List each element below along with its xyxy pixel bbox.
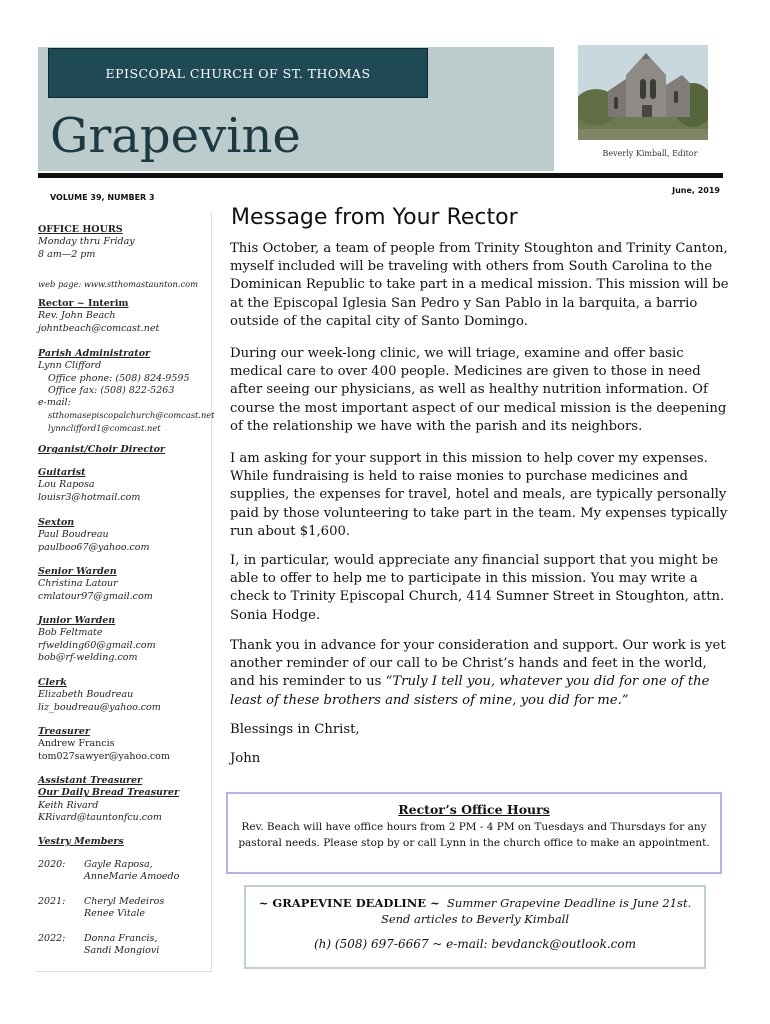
office-hours-block (38, 224, 210, 261)
senior-warden-heading: Senior Warden (38, 566, 117, 577)
header-divider (38, 173, 723, 178)
rector-email: johntbeach@comcast.net (38, 322, 160, 334)
article-paragraph: I, in particular, would appreciate any financial support that you might be able to offer to help me to participate in this mission. You may write a check to Trinity Episcopal Church, 414 Sumner Street in Stoughton, attn. Sonia Hodge. (230, 553, 725, 623)
sidebar-directory (36, 212, 215, 972)
office-phone: Office phone: (508) 824-9595 (48, 372, 190, 384)
web-page: web page: www.stthomastaunton.com (38, 279, 198, 289)
treasurer-block (38, 726, 210, 763)
rector-block (38, 298, 210, 335)
office-fax: Office fax: (508) 822-5263 (48, 384, 175, 396)
newsletter-title: Grapevine (50, 108, 301, 164)
organist-block (38, 444, 210, 456)
church-building-illustration (578, 45, 708, 140)
article-title: Message from Your Rector (231, 205, 518, 230)
deadline-box (244, 885, 706, 969)
guitarist-email: louisr3@hotmail.com (38, 491, 141, 503)
office-hours-box (226, 792, 722, 874)
treasurer-heading: Treasurer (38, 726, 90, 737)
clerk-email: liz_boudreau@yahoo.com (38, 701, 161, 713)
office-days: Monday thru Friday (38, 236, 135, 248)
vestry-year: 2021: (38, 896, 66, 907)
clerk-name: Elizabeth Boudreau (38, 689, 134, 701)
treasurer-email: tom027sawyer@yahoo.com (38, 750, 170, 762)
article-paragraph: This October, a team of people from Trinity Stoughton and Trinity Canton, myself included will be traveling with others from South Carolina to the Dominican Republic to take part in a medical mission. This mission will be at the Episcopal Iglesia San Pedro y San Pablo in la barquita, a barrio outside of the capital city of Santo Domingo. (230, 241, 729, 329)
junior-warden-email-1: rfwelding60@gmail.com (38, 639, 156, 651)
thanks-text: Thank you in advance for your consideration and support. Our work is yet another reminder of our call to be Christ’s hands and feet in the world, and his reminder to us (230, 638, 726, 690)
scripture-quote: “Truly I tell you, whatever you did for one of the least of these brothers and sisters of mine, you did for me.” (230, 674, 710, 708)
church-email: stthomasepiscopalchurch@comcast.net (48, 410, 215, 421)
office-hours-title: Rector’s Office Hours (398, 802, 550, 817)
senior-warden-email: cmlatour97@gmail.com (38, 590, 153, 602)
office-hours-heading: OFFICE HOURS (38, 224, 123, 235)
sexton-email: paulboo67@yahoo.com (38, 541, 150, 553)
vestry-member: Cheryl Medeiros (84, 896, 165, 907)
rector-heading: Rector ~ Interim (38, 298, 129, 309)
church-name-banner (48, 48, 428, 98)
daily-bread-email: KRivard@tauntonfcu.com (38, 811, 162, 823)
guitarist-heading: Guitarist (38, 467, 86, 478)
vestry-member: AnneMarie Amoedo (84, 871, 180, 883)
rector-name: Rev. John Beach (38, 310, 116, 322)
deadline-send-to: Send articles to Beverly Kimball (380, 912, 570, 926)
organist-heading: Organist/Choir Director (38, 444, 165, 455)
sexton-block (38, 517, 210, 554)
issue-date: June, 2019 (672, 186, 720, 195)
vestry-member: Renee Vitale (84, 908, 146, 920)
daily-bread-name: Keith Rivard (38, 799, 99, 811)
sexton-heading: Sexton (38, 517, 75, 528)
vestry-member: Donna Francis, (84, 933, 158, 944)
senior-warden-block (38, 566, 210, 603)
junior-warden-email-2: bob@rf-welding.com (38, 651, 138, 663)
parish-admin-block (38, 348, 215, 434)
church-photo (578, 45, 708, 140)
deadline-label: ~ GRAPEVINE DEADLINE ~ (258, 896, 440, 910)
article-paragraph-thanks (230, 637, 730, 710)
clerk-block (38, 677, 210, 714)
deadline-line (246, 895, 704, 911)
vestry-member: Gayle Raposa, (84, 859, 153, 870)
article-paragraph: I am asking for your support in this mission to help cover my expenses. While fundraising is held to raise monies to purchase medicines and supplies, the expenses for travel, hotel and meals, are typically personally paid by those volunteering to take part in the team. My expenses typically run about $1,600. (230, 451, 728, 539)
vestry-heading: Vestry Members (38, 836, 124, 847)
closing: Blessings in Christ, (230, 722, 360, 737)
deadline-contact: (h) (508) 697-6667 ~ e-mail: bevdanck@outlook.com (314, 937, 636, 951)
signature: John (230, 751, 261, 766)
assistant-treasurer-heading: Assistant Treasurer (38, 775, 143, 786)
vestry-names (84, 896, 164, 921)
vestry-year: 2022: (38, 933, 66, 944)
email-label: e-mail: (38, 397, 71, 409)
daily-bread-heading: Our Daily Bread Treasurer (38, 787, 180, 799)
deadline-text: Summer Grapevine Deadline is June 21st. (447, 896, 692, 910)
volume-number: VOLUME 39, NUMBER 3 (50, 193, 155, 202)
daily-bread-block (38, 775, 210, 824)
admin-email: lynnclifford1@comcast.net (48, 422, 161, 433)
vestry-names (84, 859, 179, 884)
vestry-names (84, 933, 159, 958)
junior-warden-name: Bob Feltmate (38, 627, 103, 639)
article-paragraph: During our week-long clinic, we will triage, examine and offer basic medical care to over 400 people. Medicines are given to those in need after seeing our physicians, as well as healthy nutrition information. Of course the most important aspect of our medical mission is the deepening of the relationship we have with the parish and its neighbors. (230, 346, 727, 434)
office-times: 8 am—2 pm (38, 248, 96, 260)
vestry-block (38, 836, 210, 848)
parish-admin-name: Lynn Clifford (38, 360, 102, 372)
vestry-member: Sandi Mongiovi (84, 945, 160, 957)
guitarist-block (38, 467, 210, 504)
clerk-heading: Clerk (38, 677, 67, 688)
vestry-year: 2020: (38, 859, 66, 870)
church-name: EPISCOPAL CHURCH OF ST. THOMAS (105, 65, 371, 81)
junior-warden-heading: Junior Warden (38, 615, 116, 626)
editor-credit: Beverly Kimball, Editor (602, 149, 698, 158)
treasurer-name: Andrew Francis (38, 738, 115, 750)
sexton-name: Paul Boudreau (38, 529, 109, 541)
senior-warden-name: Christina Latour (38, 578, 118, 590)
junior-warden-block (38, 615, 210, 664)
parish-admin-heading: Parish Administrator (38, 348, 151, 359)
office-hours-text: Rev. Beach will have office hours from 2 PM - 4 PM on Tuesdays and Thursdays for any pastoral needs. Please stop by or call Lynn in the church office to make an appointment. (238, 821, 710, 849)
guitarist-name: Lou Raposa (38, 479, 95, 491)
